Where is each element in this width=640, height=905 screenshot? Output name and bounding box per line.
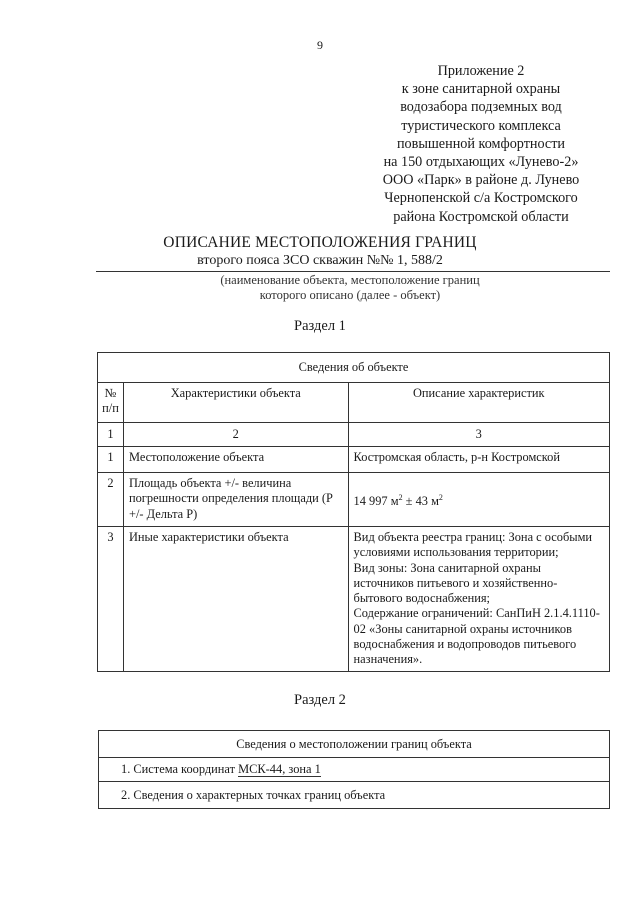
coordinate-system-row: [99, 758, 610, 782]
heading-underline: [96, 271, 610, 272]
row-num: 3: [98, 527, 124, 672]
document-heading: ОПИСАНИЕ МЕСТОПОЛОЖЕНИЯ ГРАНИЦ: [163, 234, 477, 251]
table-row: [98, 527, 610, 672]
row-value-area: [348, 473, 609, 527]
location-table: [98, 730, 610, 809]
col-number: 2: [123, 423, 348, 447]
col-number: 3: [348, 423, 609, 447]
appendix-line: на 150 отдыхающих «Лунево-2»: [383, 154, 579, 171]
caption-line: которого описано (далее - объект): [259, 288, 441, 302]
section1-title: Раздел 1: [294, 318, 346, 334]
header-characteristics: Характеристики объекта: [123, 383, 348, 423]
area-error: 43: [415, 493, 428, 508]
table-row: [98, 447, 610, 473]
row-value: Костромская область, р-н Костромской: [348, 447, 609, 473]
area-error-superscript: 2: [438, 492, 443, 502]
col-number: 1: [98, 423, 124, 447]
row-name: Площадь объекта +/- величина погрешности определения площади (Р +/- Дельта Р): [123, 473, 348, 527]
area-error-unit: м: [431, 493, 439, 508]
caption-line: (наименование объекта, местоположение границ: [220, 273, 480, 287]
page-number: 9: [317, 38, 323, 52]
row-value-line: Содержание ограничений: СанПиН 2.1.4.1110-02 «Зоны санитарной охраны источников водоснабжения и водопроводов питьевого назначения».: [353, 606, 600, 667]
appendix-line: ООО «Парк» в районе д. Лунево: [382, 172, 580, 189]
appendix-line: к зоне санитарной охраны: [401, 81, 561, 98]
row-value-line: Вид зоны: Зона санитарной охраны источников питьевого и хозяйственно-бытового водоснабжения;: [353, 560, 558, 606]
row-num: 2: [98, 473, 124, 527]
table-row: [98, 473, 610, 527]
header-description: Описание характеристик: [348, 383, 609, 423]
area-unit: м: [390, 493, 399, 508]
appendix-line: Приложение 2: [437, 63, 525, 79]
row-name: Местоположение объекта: [123, 447, 348, 473]
heading-caption: [150, 273, 550, 303]
coordinate-system-value: МСК-44, зона 1: [238, 762, 321, 776]
appendix-line: туристического комплекса: [401, 117, 561, 134]
appendix-line: Чернопенской с/а Костромского: [384, 190, 578, 207]
appendix-block: [360, 62, 602, 226]
location-table-title: Сведения о местоположении границ объекта: [99, 731, 610, 758]
section2-title: Раздел 2: [294, 692, 346, 708]
row-value: [348, 527, 609, 672]
row-num: 1: [98, 447, 124, 473]
boundary-points-row: 2. Сведения о характерных точках границ объекта: [99, 782, 610, 809]
document-subheading: второго пояса ЗСО скважин №№ 1, 588/2: [197, 253, 443, 268]
table-title: Сведения об объекте: [98, 353, 610, 383]
area-value: 14 997: [353, 493, 388, 508]
appendix-line: района Костромской области: [393, 208, 569, 225]
appendix-line: водозабора подземных вод: [400, 99, 562, 116]
row-name: Иные характеристики объекта: [123, 527, 348, 672]
area-separator: ±: [402, 493, 416, 508]
coordinate-system-label: 1. Система координат: [121, 762, 239, 776]
appendix-line: повышенной комфортности: [396, 135, 566, 152]
area-unit-superscript: 2: [398, 492, 403, 502]
object-info-table: [97, 352, 610, 672]
row-value-line: Вид объекта реестра границ: Зона с особыми условиями использования территории;: [353, 530, 593, 560]
header-num: № п/п: [98, 383, 124, 423]
